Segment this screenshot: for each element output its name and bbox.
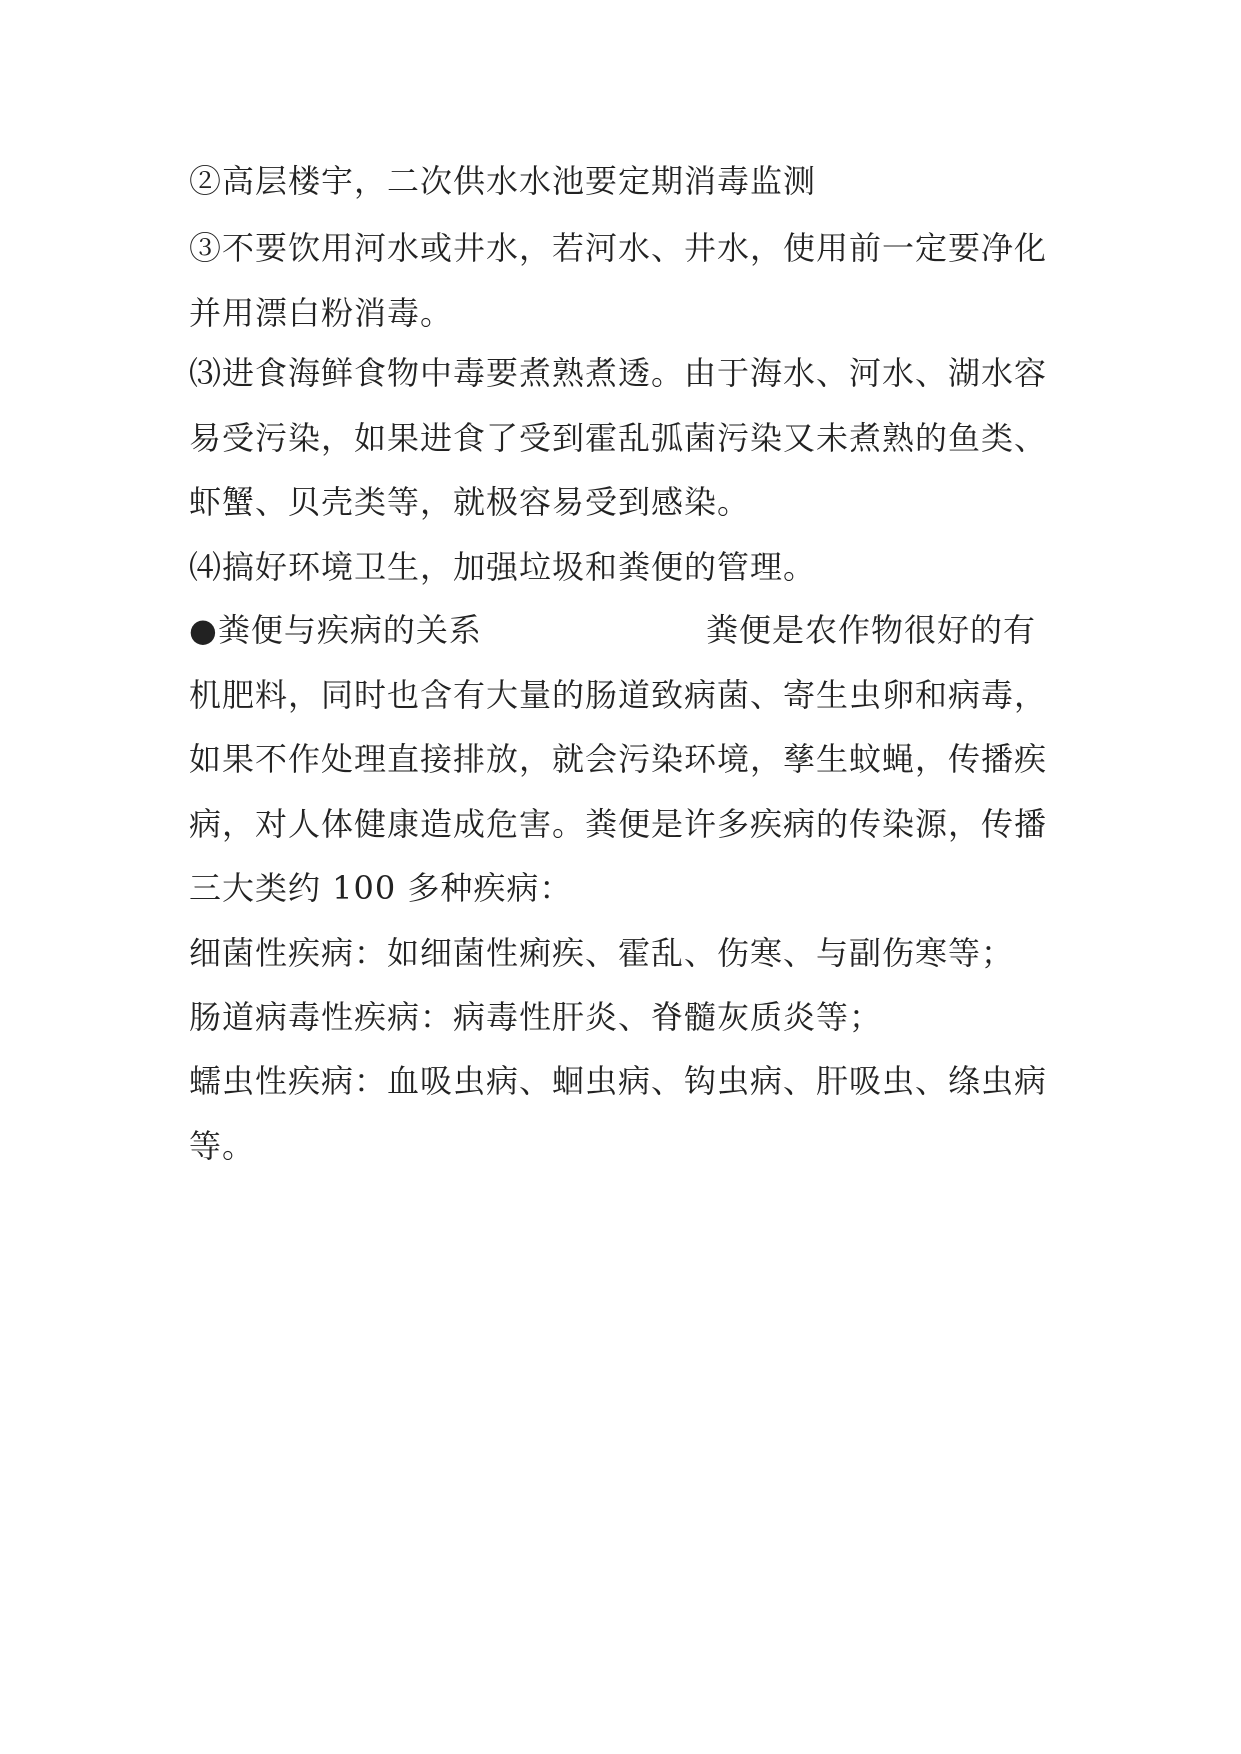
text-line: 蠕虫性疾病：血吸虫病、蛔虫病、钩虫病、肝吸虫、绦虫病	[189, 1062, 1048, 1100]
text-line: 细菌性疾病：如细菌性痢疾、霍乱、伤寒、与副伤寒等；	[189, 934, 1015, 972]
text-line: 并用漂白粉消毒。	[189, 293, 454, 332]
paragraph-seafood	[189, 341, 1059, 535]
category-helminthic	[189, 1049, 1059, 1178]
text-line: 机肥料，同时也含有大量的肠道致病菌、寄生虫卵和病毒，	[189, 675, 1048, 714]
category-bacterial	[189, 921, 1059, 986]
text-line: 肠道病毒性疾病：病毒性肝炎、脊髓灰质炎等；	[189, 998, 883, 1036]
paragraph-river-well-water	[189, 216, 1059, 345]
paragraph-environment-hygiene	[189, 535, 1059, 600]
section-first-line	[189, 598, 1059, 663]
section-heading: ●粪便与疾病的关系	[189, 611, 482, 649]
text-line: 等。	[189, 1126, 256, 1165]
text-line: 易受污染，如果进食了受到霍乱弧菌污染又未煮熟的鱼类、	[189, 418, 1048, 457]
text-line: ⑷搞好环境卫生，加强垃圾和粪便的管理。	[189, 548, 817, 586]
section-first-line-text: 粪便是农作物很好的有	[706, 611, 1037, 649]
text-line: ③不要饮用河水或井水，若河水、井水，使用前一定要净化	[189, 229, 1048, 267]
text-line: 三大类约 100 多种疾病：	[189, 869, 573, 907]
category-enteric-viral	[189, 985, 1059, 1050]
section-feces-and-disease	[189, 598, 1059, 921]
text-line: 如果不作处理直接排放，就会污染环境，孳生蚊蝇，传播疾	[189, 740, 1048, 778]
text-line: 虾蟹、贝壳类等，就极容易受到感染。	[189, 483, 751, 521]
text-line: ②高层楼宇，二次供水水池要定期消毒监测	[189, 162, 817, 200]
paragraph-secondary-water-supply	[189, 149, 1059, 214]
text-line: ⑶进食海鲜食物中毒要煮熟煮透。由于海水、河水、湖水容	[189, 354, 1048, 392]
text-line: 病，对人体健康造成危害。粪便是许多疾病的传染源，传播	[189, 804, 1048, 843]
